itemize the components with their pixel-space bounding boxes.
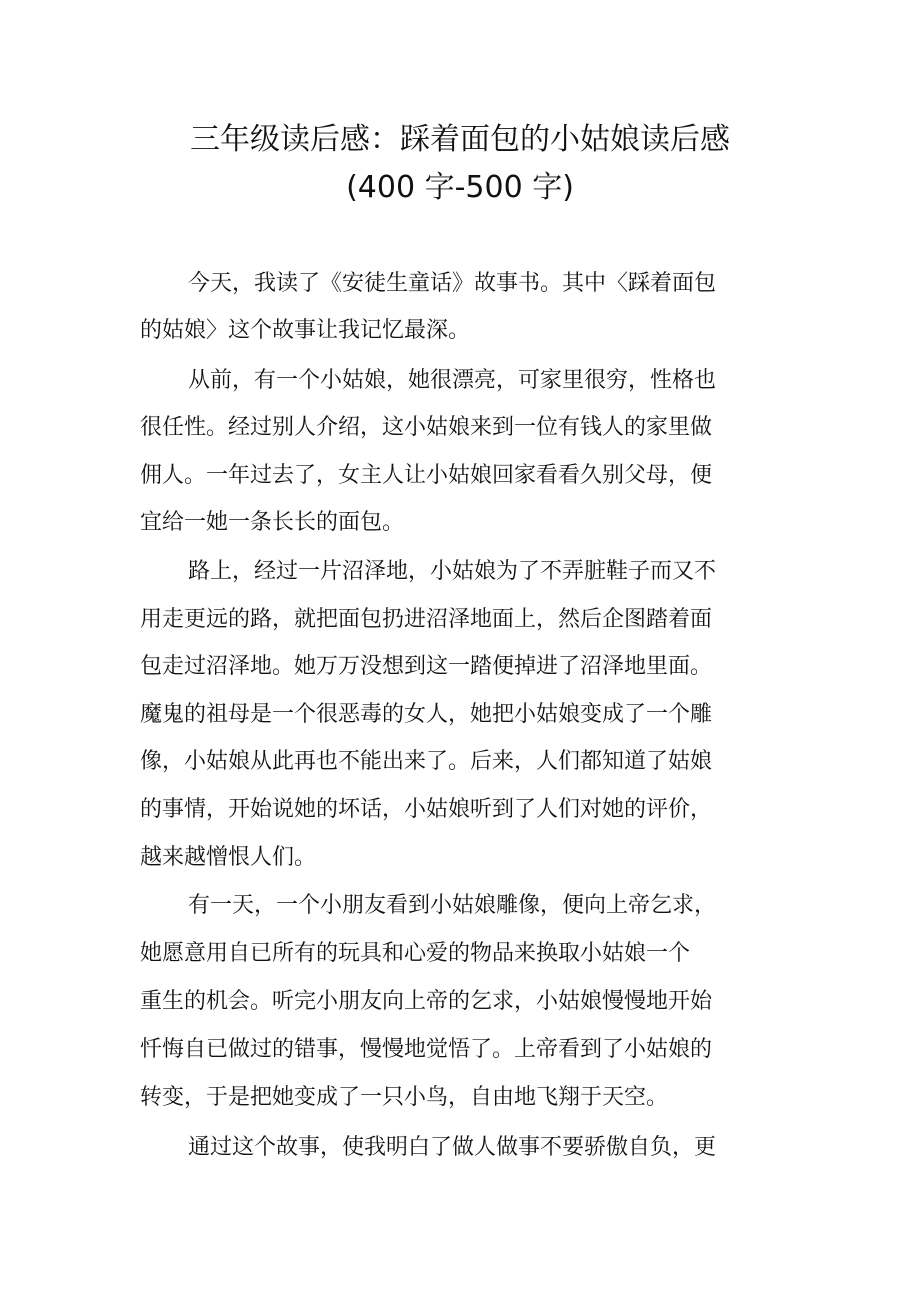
text-line: 越来越憎恨人们。 xyxy=(140,845,317,870)
text-line: 今天，我读了《安徒生童话》故事书。其中〈踩着面包 xyxy=(188,271,717,296)
text-line: 像，小姑娘从此再也不能出来了。后来，人们都知道了姑娘 xyxy=(140,749,713,774)
text-line: 佣人。一年过去了，女主人让小姑娘回家看看久别父母，便 xyxy=(140,463,713,488)
text-line: 宜给一她一条长长的面包。 xyxy=(140,510,405,535)
text-line: 转变，于是把她变成了一只小鸟，自由地飞翔于天空。 xyxy=(140,1085,669,1110)
text-line: 很任性。经过别人介绍，这小姑娘来到一位有钱人的家里做 xyxy=(140,415,713,440)
text-line: 包走过沼泽地。她万万没想到这一踏便掉进了沼泽地里面。 xyxy=(140,654,713,679)
text-line: 她愿意用自已所有的玩具和心爱的物品来换取小姑娘一个 xyxy=(140,941,691,966)
document-title: 三年级读后感：踩着面包的小姑娘读后感 xyxy=(190,122,730,157)
text-line: 忏悔自已做过的错事，慢慢地觉悟了。上帝看到了小姑娘的 xyxy=(140,1037,713,1062)
text-line: 从前，有一个小姑娘，她很漂亮，可家里很穷，性格也 xyxy=(188,368,717,393)
text-line: 重生的机会。听完小朋友向上帝的乞求，小姑娘慢慢地开始 xyxy=(140,989,713,1014)
text-line: 路上，经过一片沼泽地，小姑娘为了不弄脏鞋子而又不 xyxy=(188,559,717,584)
text-line: 的事情，开始说她的坏话，小姑娘听到了人们对她的评价， xyxy=(140,797,713,822)
text-line: 魔鬼的祖母是一个很恶毒的女人，她把小姑娘变成了一个雕 xyxy=(140,702,713,727)
text-line: 的姑娘〉这个故事让我记忆最深。 xyxy=(140,318,471,343)
text-line: 用走更远的路，就把面包扔进沼泽地面上，然后企图踏着面 xyxy=(140,607,713,632)
document-subtitle: (400 字-500 字) xyxy=(346,170,574,205)
text-line: 通过这个故事，使我明白了做人做事不要骄傲自负，更 xyxy=(188,1135,717,1160)
text-line: 有一天，一个小朋友看到小姑娘雕像，便向上帝乞求， xyxy=(188,893,717,918)
